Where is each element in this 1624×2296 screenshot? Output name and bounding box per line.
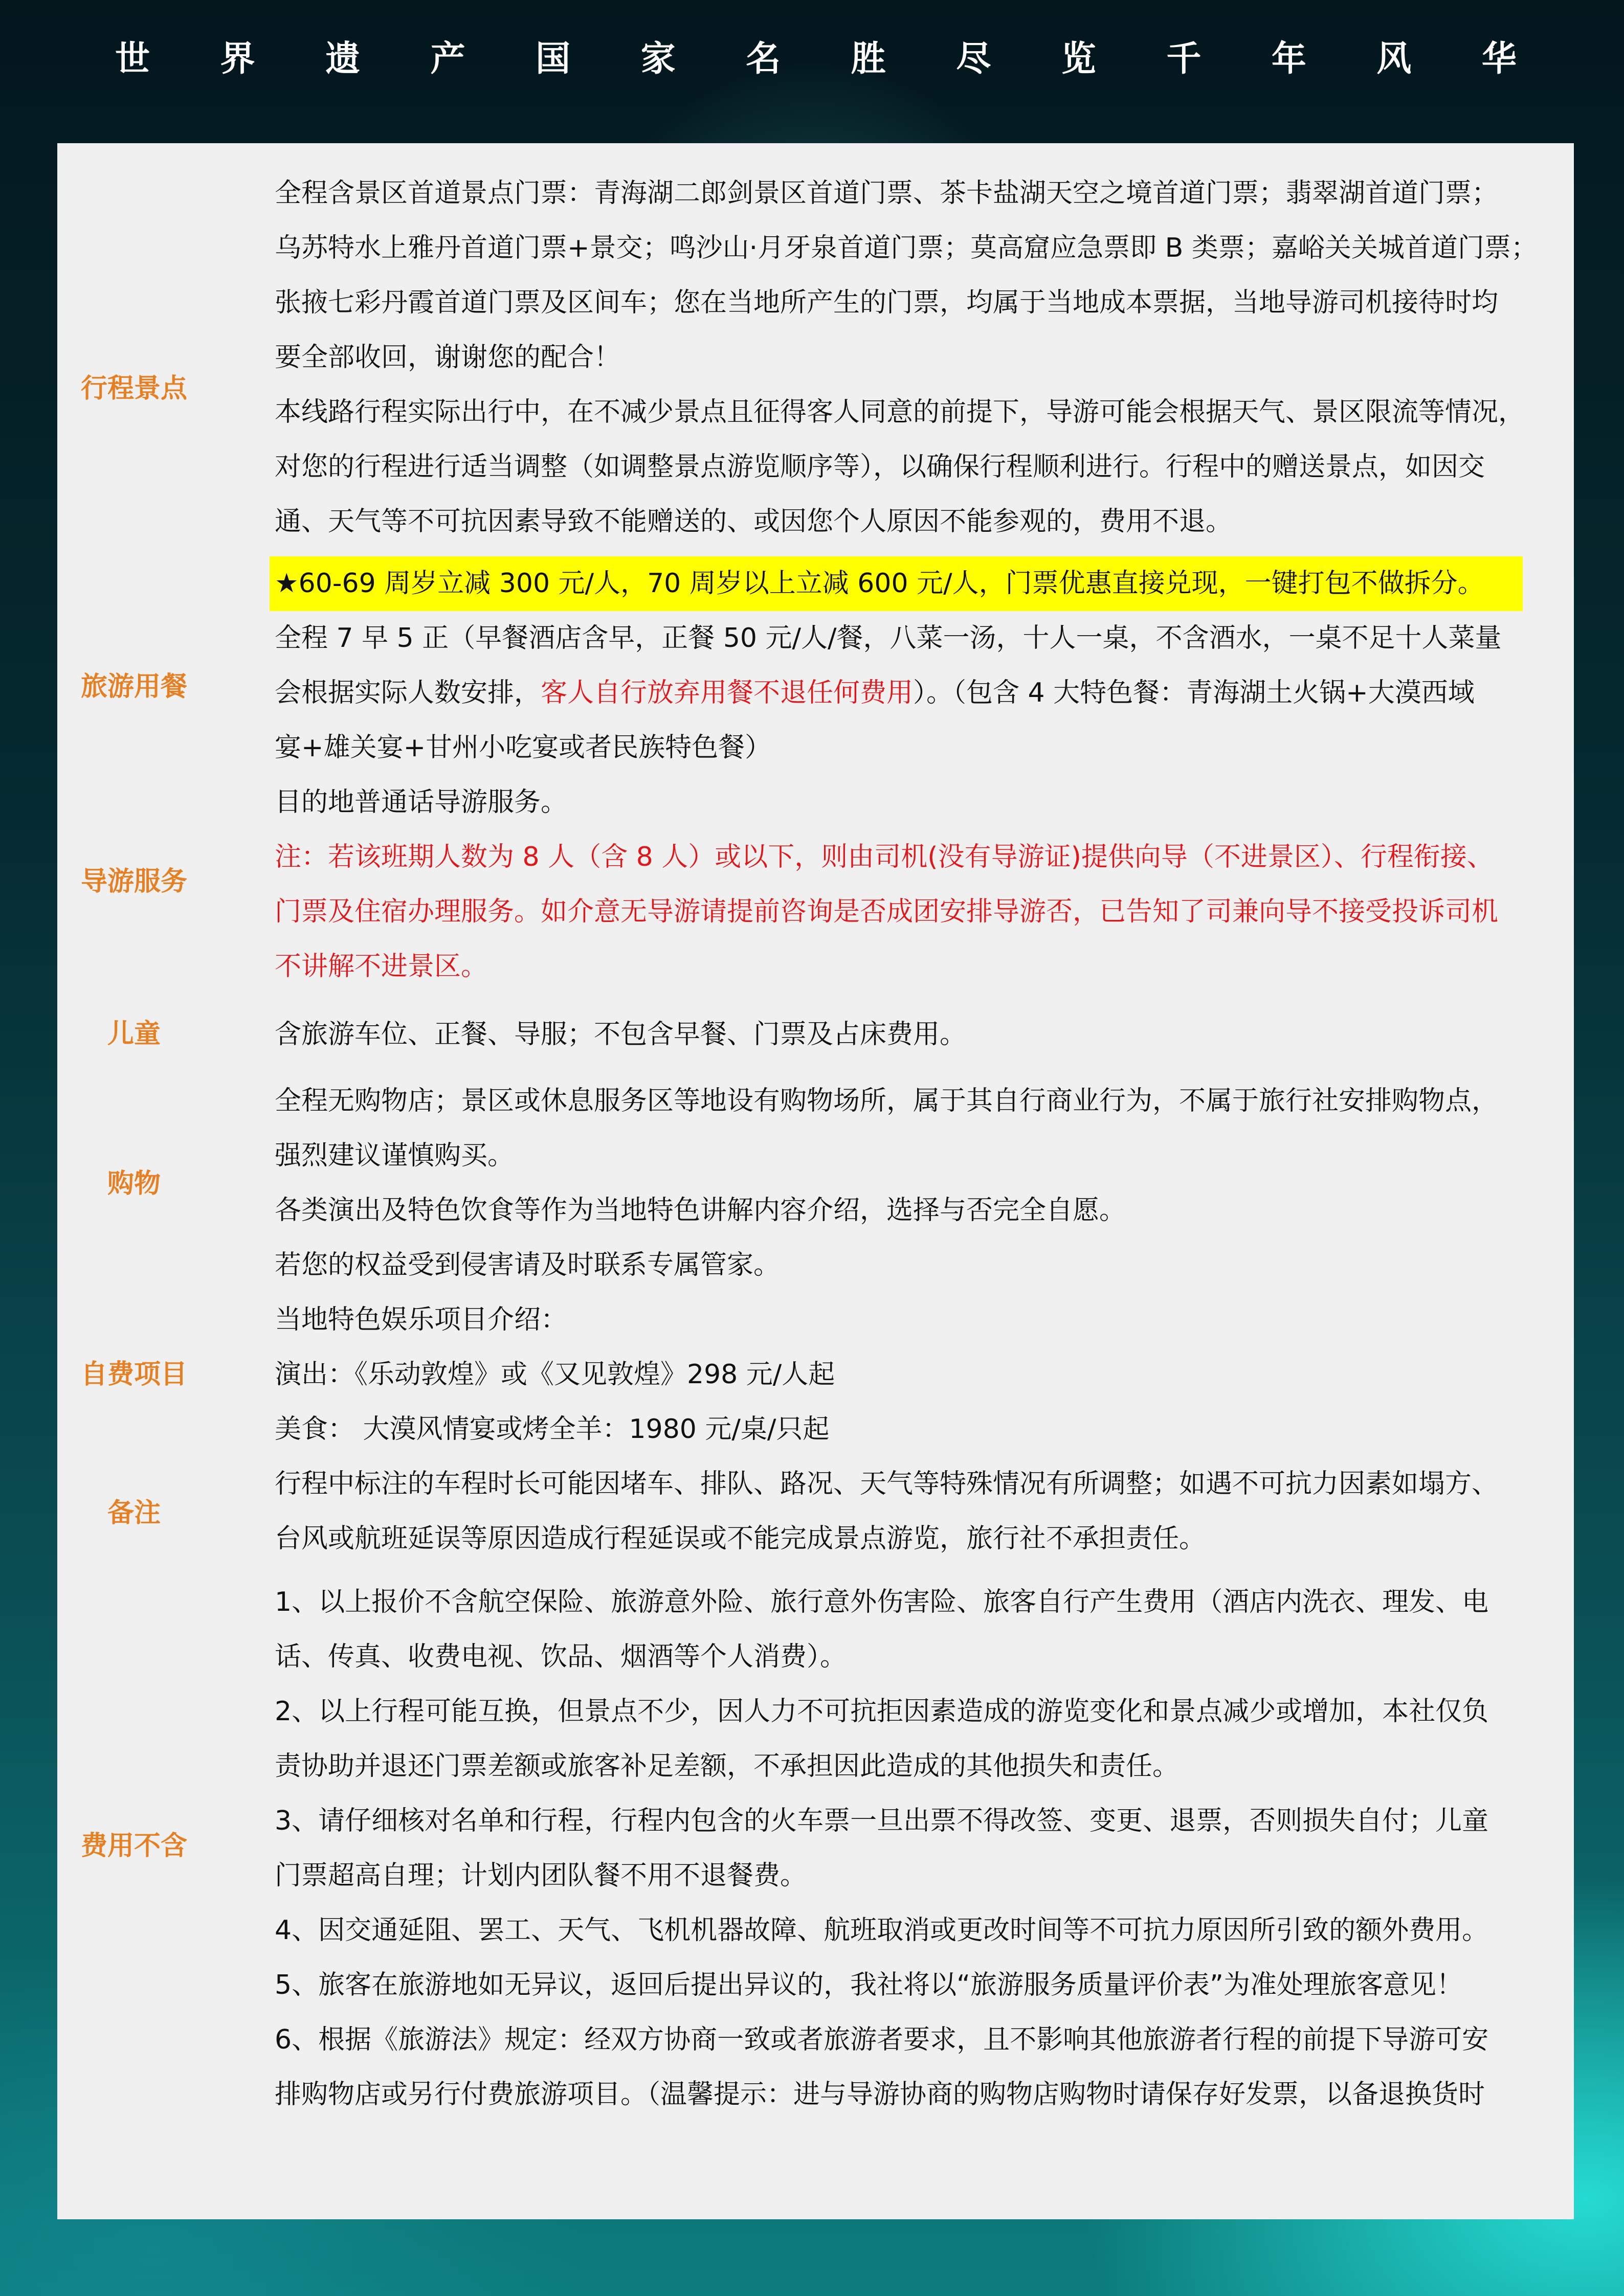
text-line: 5、旅客在旅游地如无异议，返回后提出异议的，我社将以“旅游服务质量评价表”为准处理旅客意见！ (275, 1970, 1463, 2000)
discount-highlight: ★60-69 周岁立减 300 元/人，70 周岁以上立减 600 元/人，门票优惠直接兑现，一键打包不做拆分。 (270, 556, 1523, 611)
banner-char: 界 (220, 38, 255, 79)
text-line: 2、以上行程可能互换，但景点不少，因人力不可抗拒因素造成的游览变化和景点减少或增加，本社仅负 (275, 1696, 1489, 1727)
meal-warning: 客人自行放弃用餐不退任何费用 (541, 678, 914, 708)
banner-char: 产 (430, 38, 465, 79)
text-line: 通、天气等不可抗因素导致不能赠送的、或因您个人原因不能参观的，费用不退。 (275, 506, 1233, 537)
section-label: 旅游用餐 (80, 671, 187, 702)
text-line: 本线路行程实际出行中，在不减少景点且征得客人同意的前提下，导游可能会根据天气、景区限流等情况， (275, 397, 1525, 427)
banner-char: 名 (746, 38, 781, 79)
section-body (275, 611, 1584, 775)
banner-char: 世 (115, 38, 150, 79)
section-meals (57, 611, 1574, 780)
section-label: 儿童 (107, 1019, 161, 1049)
banner-char: 遗 (325, 38, 361, 79)
section-body (275, 166, 1584, 611)
text-segment: 会根据实际人数安排， (275, 678, 541, 708)
guide-notice: 不讲解不进景区。 (275, 951, 488, 982)
text-line: 台风或航班延误等原因造成行程延误或不能完成景点游览，旅行社不承担责任。 (275, 1523, 1206, 1554)
section-body (275, 1293, 1584, 1457)
text-line: 4、因交通延阻、罢工、天气、飞机机器故障、航班取消或更改时间等不可抗力原因所引致的额外费用。 (275, 1915, 1489, 1946)
section-label: 费用不含 (80, 1831, 187, 1861)
text-line: 对您的行程进行适当调整（如调整景点游览顺序等），以确保行程顺利进行。行程中的赠送景点，如因交 (275, 452, 1485, 482)
section-excluded-costs (57, 1575, 1574, 2127)
banner-char: 风 (1376, 38, 1412, 79)
text-line: 3、请仔细核对名单和行程，行程内包含的火车票一旦出票不得改签、变更、退票，否则损失自付；儿童 (275, 1806, 1489, 1836)
text-line: 强烈建议谨慎购买。 (275, 1140, 515, 1171)
text-line: 含旅游车位、正餐、导服；不包含早餐、门票及占床费用。 (275, 1019, 967, 1050)
section-remarks (57, 1457, 1574, 1566)
section-body (275, 1575, 1584, 2122)
text-line: 当地特色娱乐项目介绍： (275, 1304, 568, 1335)
text-line: 1、以上报价不含航空保险、旅游意外险、旅行意外伤害险、旅客自行产生费用（酒店内洗衣、理发、电 (275, 1587, 1489, 1617)
text-line: 责协助并退还门票差额或旅客补足差额，不承担因此造成的其他损失和责任。 (275, 1751, 1180, 1782)
text-line: 排购物店或另行付费旅游项目。（温馨提示：进与导游协商的购物店购物时请保存好发票，以备退换货时 (275, 2079, 1485, 2110)
banner-char: 国 (536, 38, 571, 79)
text-line: 行程中标注的车程时长可能因堵车、排队、路况、天气等特殊情况有所调整；如遇不可抗力因素如塌方、 (275, 1469, 1499, 1499)
text-line: 目的地普通话导游服务。 (275, 787, 568, 818)
text-line: 全程 7 早 5 正（早餐酒店含早，正餐 50 元/人/餐，八菜一汤，十人一桌，不含酒水，一桌不足十人菜量 (275, 623, 1502, 654)
text-line: 美食： 大漠风情宴或烤全羊：1980 元/桌/只起 (275, 1414, 830, 1445)
text-line: 乌苏特水上雅丹首道门票+景交；鸣沙山·月牙泉首道门票；莫高窟应急票即 B 类票；嘉峪关关城首道门票； (275, 233, 1538, 263)
text-line: 若您的权益受到侵害请及时联系专属管家。 (275, 1250, 781, 1280)
section-label: 备注 (107, 1498, 161, 1528)
section-body (275, 775, 1584, 994)
banner-char: 年 (1271, 38, 1306, 79)
section-label: 自费项目 (80, 1359, 187, 1390)
section-optional (57, 1293, 1574, 1457)
text-line (275, 666, 1584, 721)
banner-char: 华 (1481, 38, 1517, 79)
text-line: 张掖七彩丹霞首道门票及区间车；您在当地所产生的门票，均属于当地成本票据，当地导游司机接待时均 (275, 287, 1499, 318)
banner-char: 尽 (956, 38, 991, 79)
text-line: 宴+雄关宴+甘州小吃宴或者民族特色餐） (275, 732, 772, 763)
section-shopping (57, 1074, 1574, 1294)
highlight-line (275, 556, 1584, 611)
text-line: 全程含景区首道景点门票：青海湖二郎剑景区首道门票、茶卡盐湖天空之境首道门票；翡翠湖首道门票； (275, 178, 1499, 209)
text-segment: ）。（包含 4 大特色餐：青海湖土火锅+大漠西域 (913, 678, 1475, 708)
section-label: 购物 (107, 1168, 161, 1199)
banner-char: 览 (1061, 38, 1096, 79)
section-body (275, 1457, 1584, 1566)
section-label: 行程景点 (80, 373, 187, 404)
text-line: 门票超高自理；计划内团队餐不用不退餐费。 (275, 1860, 807, 1891)
content-card (57, 143, 1574, 2219)
text-line: 各类演出及特色饮食等作为当地特色讲解内容介绍，选择与否完全自愿。 (275, 1195, 1126, 1226)
text-line: 全程无购物店；景区或休息服务区等地设有购物场所，属于其自行商业行为，不属于旅行社安排购物点， (275, 1086, 1499, 1116)
banner-char: 胜 (851, 38, 886, 79)
text-line: 话、传真、收费电视、饮品、烟酒等个人消费）。 (275, 1641, 847, 1672)
text-line: 演出：《乐动敦煌》或《又见敦煌》298 元/人起 (275, 1359, 835, 1390)
banner-char: 千 (1166, 38, 1202, 79)
section-body (275, 1007, 1584, 1062)
section-guide (57, 775, 1574, 1000)
text-line: 要全部收回，谢谢您的配合！ (275, 342, 621, 373)
guide-notice: 门票及住宿办理服务。如介意无导游请提前咨询是否成团安排导游否，已告知了司兼向导不接受投诉司机 (275, 896, 1499, 927)
section-itinerary (57, 166, 1574, 606)
section-label: 导游服务 (80, 866, 187, 897)
guide-notice: 注：若该班期人数为 8 人（含 8 人）或以下，则由司机(没有导游证)提供向导（不进景区）、行程衔接、 (275, 842, 1494, 872)
banner-char: 家 (640, 38, 676, 79)
header-banner (0, 0, 1624, 118)
section-body (275, 1074, 1584, 1293)
section-children (57, 1007, 1574, 1062)
text-line: 6、根据《旅游法》规定：经双方协商一致或者旅游者要求，且不影响其他旅游者行程的前提下导游可安 (275, 2024, 1489, 2055)
